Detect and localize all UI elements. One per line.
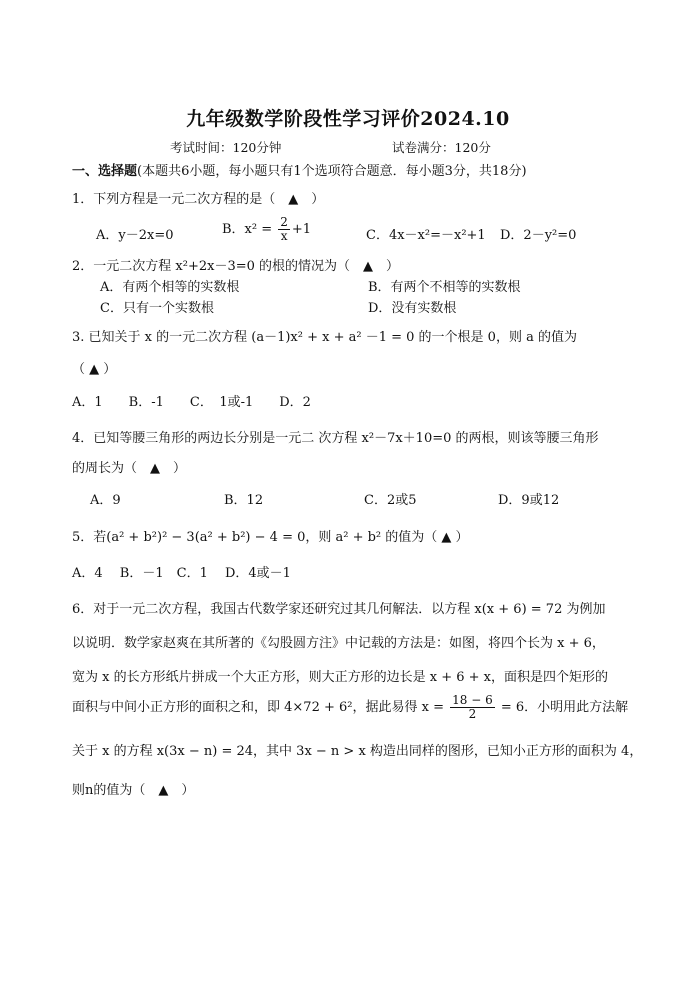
section-instructions: (本题共6小题，每小题只有1个选项符合题意．每小题3分，共18分) <box>137 164 527 179</box>
q6-fraction-denominator: 2 <box>468 707 477 721</box>
page-title: 九年级数学阶段性学习评价2024.10 <box>186 108 510 130</box>
q1-stem: 1．下列方程是一元二次方程的是（ ▲ ） <box>72 192 325 207</box>
q2-option-d: D．没有实数根 <box>368 301 457 316</box>
q4-option-d: D．9或12 <box>498 493 560 508</box>
q1-b-fraction <box>278 216 290 243</box>
q6-line5: 关于 x 的方程 x(3x − n) = 24，其中 3x − n > x 构造出同样的图形，已知小正方形的面积为 4， <box>72 744 643 759</box>
q2-option-c: C．只有一个实数根 <box>100 301 214 316</box>
q4-option-a: A．9 <box>90 493 121 508</box>
q4-option-c: C．2或5 <box>364 493 417 508</box>
q1-option-b <box>222 216 311 243</box>
q6-fraction <box>450 694 495 721</box>
q1-b-numerator: 2 <box>280 215 288 229</box>
q2-stem: 2．一元二次方程 x²+2x－3=0 的根的情况为（ ▲ ） <box>72 259 400 274</box>
q6-line6: 则n的值为（ ▲ ） <box>72 783 195 798</box>
q6-line4 <box>72 694 628 721</box>
q6-line3: 宽为 x 的长方形纸片拼成一个大正方形，则大正方形的边长是 x + 6 + x，面积是四个矩形的 <box>72 670 608 685</box>
q6-line2: 以说明．数学家赵爽在其所著的《勾股圆方注》中记载的方法是：如图，将四个长为 x + 6， <box>72 636 605 651</box>
exam-time: 考试时间：120分钟 <box>170 140 282 155</box>
q3-stem: 3. 已知关于 x 的一元二次方程 (a－1)x² + x + a² －1 = 0 的一个根是 0，则 a 的值为 <box>72 330 577 345</box>
q1-option-d: D．2－y²=0 <box>500 228 577 243</box>
q4-stem-line1: 4．已知等腰三角形的两边长分别是一元二 次方程 x²－7x＋10=0 的两根，则该等腰三角形 <box>72 431 599 446</box>
q1-option-c: C．4x－x²=－x²+1 <box>366 228 486 243</box>
q2-option-b: B．有两个不相等的实数根 <box>368 280 521 295</box>
q4-option-b: B．12 <box>224 493 264 508</box>
section-title: 一、选择题 <box>72 164 138 179</box>
full-score: 试卷满分：120分 <box>392 140 491 155</box>
q3-options: A．1 B．-1 C． 1或-1 D．2 <box>72 395 311 410</box>
q5-options: A．4 B．－1 C．1 D．4或－1 <box>72 566 291 581</box>
q4-stem-line2: 的周长为（ ▲ ） <box>72 461 186 476</box>
q2-option-a: A．有两个相等的实数根 <box>100 280 240 295</box>
q1-b-prefix: B．x² = <box>222 222 273 237</box>
q1-option-a: A．y－2x=0 <box>96 228 174 243</box>
q6-line1: 6．对于一元二次方程，我国古代数学家还研究过其几何解法．以方程 x(x + 6) = 72 为例加 <box>72 602 606 617</box>
q3-blank: （ ▲ ） <box>72 362 117 377</box>
q6-fraction-numerator: 18 − 6 <box>452 693 493 707</box>
section-heading <box>72 160 527 179</box>
q6-line4-prefix: 面积与中间小正方形的面积之和，即 4×72 + 6²，据此易得 x = <box>72 700 444 715</box>
q1-b-suffix: +1 <box>291 222 312 237</box>
q5-stem: 5．若(a² + b²)² − 3(a² + b²) − 4 = 0，则 a² + b² 的值为（ ▲ ） <box>72 530 469 545</box>
q6-line4-suffix: = 6．小明用此方法解 <box>500 700 629 715</box>
q1-b-denominator: x <box>280 229 288 243</box>
